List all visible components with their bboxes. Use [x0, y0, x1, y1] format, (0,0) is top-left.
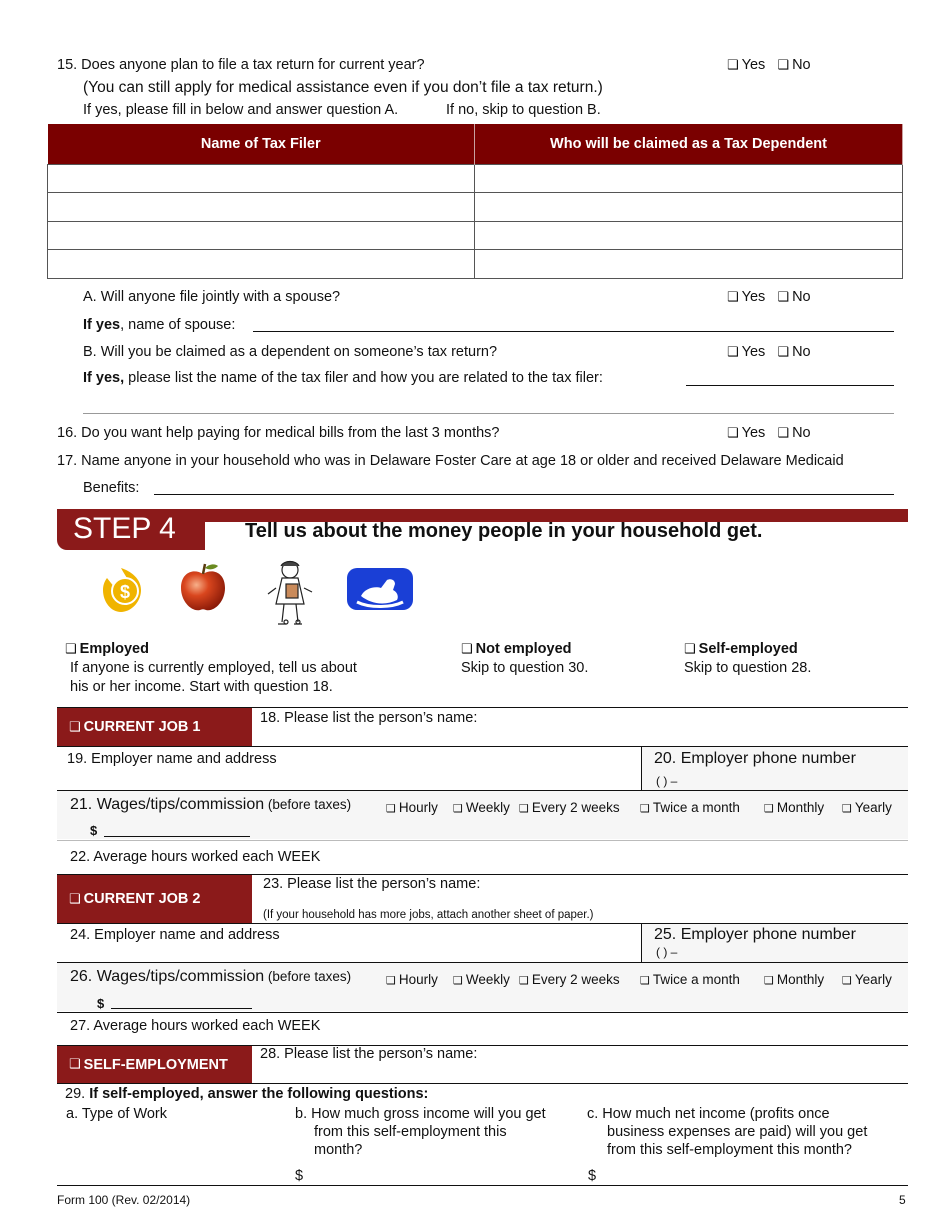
foster-care-name-line[interactable] [154, 494, 894, 495]
checkbox-icon[interactable]: ❑ [777, 58, 790, 73]
table-row [48, 221, 903, 250]
checkbox-icon[interactable]: ❑ [640, 974, 650, 987]
freq-weekly[interactable] [453, 972, 510, 987]
svg-text:$: $ [119, 582, 131, 602]
q26-label [70, 968, 351, 986]
q18-label: 18. Please list the person’s name: [260, 710, 478, 726]
q26-sub: (before taxes) [264, 969, 352, 984]
q16-yes-no[interactable] [727, 425, 811, 441]
tax-dependent-cell[interactable] [475, 164, 903, 193]
checkbox-icon[interactable]: ❑ [69, 719, 81, 735]
q29-number: 29. [65, 1086, 86, 1102]
freq-weekly[interactable] [453, 800, 510, 815]
checkbox-icon[interactable]: ❑ [65, 642, 77, 657]
form-number: Form 100 (Rev. 02/2014) [57, 1193, 191, 1207]
qb-tax-filer-label [83, 370, 603, 386]
qa-yes-no[interactable] [727, 289, 811, 305]
tax-filer-cell[interactable] [48, 250, 475, 279]
q23-note: (If your household has more jobs, attach another sheet of paper.) [263, 909, 594, 921]
q23-label: 23. Please list the person’s name: [263, 876, 481, 892]
page-number: 5 [899, 1193, 906, 1207]
spouse-label-rest: , name of spouse: [120, 317, 236, 333]
dollar-sign: $ [97, 996, 105, 1011]
checkbox-icon[interactable]: ❑ [519, 974, 529, 987]
employed-text-2: his or her income. Start with question 18. [70, 679, 333, 695]
freq-yearly[interactable] [842, 800, 892, 815]
q29c-line1: c. How much net income (profits once [587, 1106, 830, 1122]
qa-spouse-label [83, 317, 235, 333]
tax-filer-cell[interactable] [48, 193, 475, 222]
checkbox-icon[interactable]: ❑ [777, 345, 790, 360]
current-job-1-label[interactable] [57, 708, 252, 746]
checkbox-icon[interactable]: ❑ [727, 426, 739, 441]
table-row [48, 164, 903, 193]
money-icon [99, 566, 143, 614]
q25-label: 25. Employer phone number [654, 926, 856, 943]
wages-amount-line-1[interactable] [104, 836, 250, 837]
checkbox-icon[interactable]: ❑ [764, 974, 774, 987]
no-label: No [792, 57, 811, 73]
current-job-1-text: CURRENT JOB 1 [83, 719, 201, 735]
tax-filer-cell[interactable] [48, 164, 475, 193]
self-employment-label[interactable] [57, 1046, 252, 1083]
checkbox-icon[interactable]: ❑ [777, 426, 790, 441]
checkbox-icon[interactable]: ❑ [386, 802, 396, 815]
checkbox-icon[interactable]: ❑ [842, 802, 852, 815]
header-tax-dependent: Who will be claimed as a Tax Dependent [475, 124, 903, 164]
tax-filer-table [47, 124, 903, 279]
checkbox-icon[interactable]: ❑ [386, 974, 396, 987]
q28-label: 28. Please list the person’s name: [260, 1046, 478, 1062]
freq-hourly[interactable] [386, 800, 438, 815]
freq-label: Yearly [854, 800, 892, 815]
rocking-horse-icon [345, 566, 415, 612]
not-employed-title: Not employed [475, 641, 572, 657]
spouse-name-line[interactable] [253, 331, 894, 332]
freq-monthly[interactable] [764, 972, 824, 987]
yes-label: Yes [741, 289, 766, 305]
tax-filer-line[interactable] [686, 385, 894, 386]
checkbox-icon[interactable]: ❑ [727, 290, 739, 305]
checkbox-icon[interactable]: ❑ [453, 802, 463, 815]
q21-main: 21. Wages/tips/commission [70, 796, 265, 813]
self-emp-rule [57, 1083, 908, 1084]
not-employed-option[interactable] [461, 641, 572, 657]
self-employment-text: SELF-EMPLOYMENT [83, 1056, 228, 1073]
no-label: No [792, 289, 811, 305]
q29b-line2: from this self-employment this [314, 1124, 507, 1140]
q20-label: 20. Employer phone number [654, 750, 856, 767]
freq-label: Hourly [398, 800, 438, 815]
q19-label: 19. Employer name and address [67, 751, 277, 767]
checkbox-icon[interactable]: ❑ [727, 58, 739, 73]
freq-label: Every 2 weeks [531, 972, 620, 987]
self-employed-title: Self-employed [698, 641, 798, 657]
table-row [48, 193, 903, 222]
checkbox-icon[interactable]: ❑ [519, 802, 529, 815]
freq-twice-a-month[interactable] [640, 800, 740, 815]
q27-label: 27. Average hours worked each WEEK [70, 1018, 321, 1034]
tax-dependent-cell[interactable] [475, 250, 903, 279]
q15-question: 15. Does anyone plan to file a tax return for current year? [57, 57, 425, 73]
tax-dependent-cell[interactable] [475, 221, 903, 250]
q16-question: 16. Do you want help paying for medical bills from the last 3 months? [57, 425, 500, 441]
if-yes-bold: If yes [83, 317, 121, 333]
self-employed-option[interactable] [684, 641, 798, 657]
no-label: No [792, 344, 811, 360]
table-row [48, 250, 903, 279]
freq-label: Every 2 weeks [531, 800, 620, 815]
job2-rule-4 [57, 1012, 908, 1013]
tax-filer-line-2[interactable] [83, 413, 894, 414]
checkbox-icon[interactable]: ❑ [461, 642, 473, 657]
q21-sub: (before taxes) [264, 797, 352, 812]
qb-question: B. Will you be claimed as a dependent on someone’s tax return? [83, 344, 498, 360]
q29a-label: a. Type of Work [66, 1106, 168, 1122]
checkbox-icon[interactable]: ❑ [69, 1057, 81, 1072]
freq-hourly[interactable] [386, 972, 438, 987]
qb-label-rest: please list the name of the tax filer and how you are related to the tax filer: [124, 370, 603, 386]
checkbox-icon[interactable]: ❑ [764, 802, 774, 815]
freq-label: Hourly [398, 972, 438, 987]
q15-instructions-yes: If yes, please fill in below and answer question A. [83, 102, 399, 118]
current-job-2-text: CURRENT JOB 2 [83, 891, 201, 907]
freq-twice-a-month[interactable] [640, 972, 740, 987]
freq-label: Yearly [854, 972, 892, 987]
tax-filer-cell[interactable] [48, 221, 475, 250]
current-job-2-label[interactable] [57, 875, 252, 923]
no-label: No [792, 425, 811, 441]
q29b-line3: month? [314, 1142, 363, 1158]
checkbox-icon[interactable]: ❑ [453, 974, 463, 987]
freq-every-2-weeks[interactable] [519, 800, 620, 815]
job2-divider [641, 923, 642, 962]
q24-label: 24. Employer name and address [70, 927, 280, 943]
job1-divider [641, 746, 642, 790]
self-employed-text: Skip to question 28. [684, 660, 812, 676]
freq-label: Twice a month [652, 972, 740, 987]
tax-dependent-cell[interactable] [475, 193, 903, 222]
if-yes-bold: If yes, [83, 370, 125, 386]
freq-label: Weekly [465, 972, 510, 987]
apple-icon [176, 560, 230, 614]
self-emp-bottom-rule [57, 1185, 908, 1186]
q26-main: 26. Wages/tips/commission [70, 968, 265, 985]
q29b-line1: b. How much gross income will you get [295, 1106, 546, 1122]
q15-note: (You can still apply for medical assistance even if you don’t file a tax return.) [83, 79, 603, 96]
q17-question: 17. Name anyone in your household who was in Delaware Foster Care at age 18 or older and received Delaware Medicaid [57, 453, 844, 469]
q29-bold: If self-employed, answer the following questions: [85, 1086, 429, 1102]
q15-instructions-no: If no, skip to question B. [446, 102, 601, 118]
q29c-line3: from this self-employment this month? [607, 1142, 852, 1158]
q15-yes-no[interactable] [727, 57, 811, 73]
freq-yearly[interactable] [842, 972, 892, 987]
yes-label: Yes [741, 344, 766, 360]
header-tax-filer: Name of Tax Filer [48, 124, 475, 164]
q21-label [70, 796, 351, 814]
freq-label: Monthly [776, 972, 825, 987]
phone-format-2[interactable]: ( ) – [656, 945, 678, 959]
q29c-line2: business expenses are paid) will you get [607, 1124, 868, 1140]
employed-option[interactable] [65, 641, 149, 657]
q22-label: 22. Average hours worked each WEEK [70, 849, 321, 865]
checkbox-icon[interactable]: ❑ [684, 642, 696, 657]
q17-benefits-label: Benefits: [83, 480, 140, 496]
checkbox-icon[interactable]: ❑ [727, 345, 739, 360]
freq-label: Twice a month [652, 800, 740, 815]
wages-amount-line-2[interactable] [111, 1008, 252, 1009]
checkbox-icon[interactable]: ❑ [640, 802, 650, 815]
checkbox-icon[interactable]: ❑ [842, 974, 852, 987]
step-label: STEP 4 [57, 509, 205, 550]
not-employed-text: Skip to question 30. [461, 660, 589, 676]
teacher-icon [262, 558, 318, 630]
dollar-sign: $ [90, 823, 98, 838]
phone-format-1[interactable]: ( ) – [656, 774, 678, 788]
checkbox-icon[interactable]: ❑ [69, 891, 81, 907]
qb-yes-no[interactable] [727, 344, 811, 360]
freq-label: Monthly [776, 800, 825, 815]
gross-income-dollar[interactable]: $ [295, 1168, 304, 1184]
step-title: Tell us about the money people in your household get. [245, 520, 763, 542]
employed-title: Employed [79, 641, 149, 657]
qa-question: A. Will anyone file jointly with a spouse? [83, 289, 341, 305]
net-income-dollar[interactable]: $ [588, 1168, 597, 1184]
yes-label: Yes [741, 425, 766, 441]
freq-monthly[interactable] [764, 800, 824, 815]
freq-label: Weekly [465, 800, 510, 815]
checkbox-icon[interactable]: ❑ [777, 290, 790, 305]
employed-text-1: If anyone is currently employed, tell us about [70, 660, 357, 676]
freq-every-2-weeks[interactable] [519, 972, 620, 987]
job1-rule-4 [57, 840, 908, 841]
yes-label: Yes [741, 57, 766, 73]
q29-heading [65, 1086, 428, 1102]
